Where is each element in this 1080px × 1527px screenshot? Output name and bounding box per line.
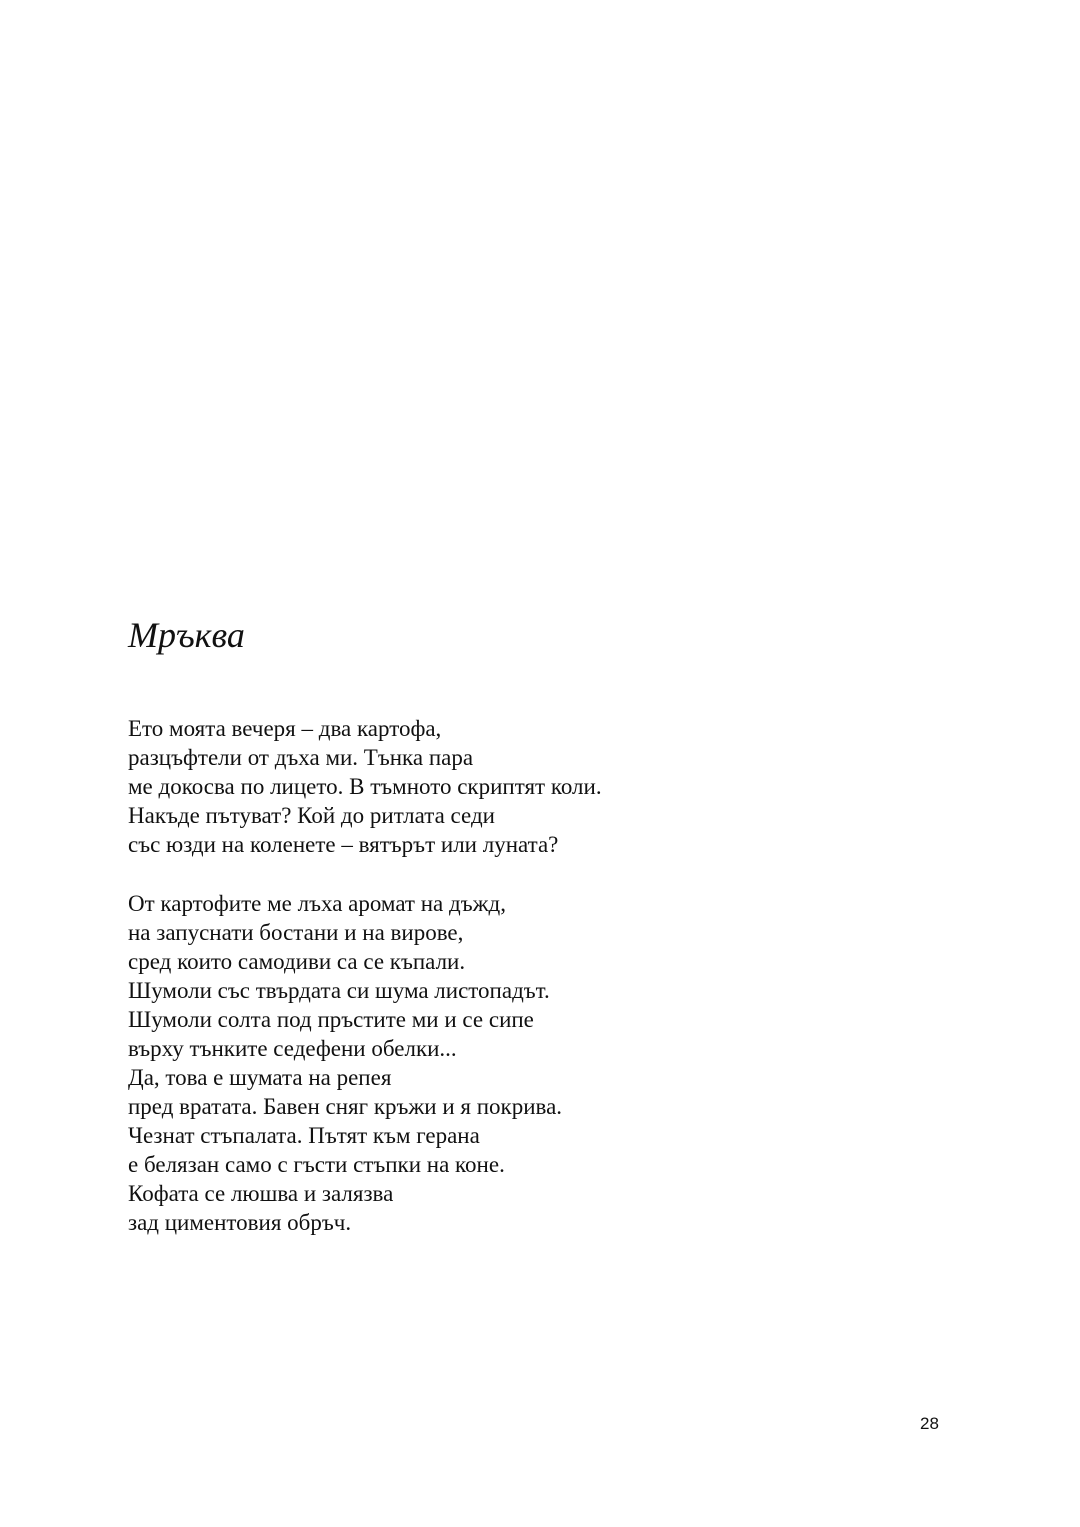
poem-line: Ето моята вечеря – два картофа, <box>128 716 442 741</box>
page-number: 28 <box>920 1414 939 1433</box>
poem-line: Шумоли солта под пръстите ми и се сипе <box>128 1007 534 1032</box>
poem-line: Кофата се люшва и залязва <box>128 1181 394 1206</box>
poem-line: върху тънките седефени обелки... <box>128 1036 457 1061</box>
poem-line: Чезнат стъпалата. Пътят към герана <box>128 1123 480 1148</box>
poem-line: е белязан само с гъсти стъпки на коне. <box>128 1152 505 1177</box>
stanza-1 <box>128 714 602 859</box>
poem-title: Мръква <box>128 615 245 655</box>
poem-line: От картофите ме лъха аромат на дъжд, <box>128 891 506 916</box>
poem-line: ме докосва по лицето. В тъмното скриптят коли. <box>128 774 602 799</box>
poem-line: на запуснати бостани и на вирове, <box>128 920 464 945</box>
stanza-2 <box>128 889 562 1237</box>
poem-line: пред вратата. Бавен сняг кръжи и я покрива. <box>128 1094 563 1119</box>
poem-line: със юзди на коленете – вятърът или луната? <box>128 832 559 857</box>
poem-line: Да, това е шумата на репея <box>128 1065 392 1090</box>
poem-line: разцъфтели от дъха ми. Тънка пара <box>128 745 474 770</box>
poem-line: Шумоли със твърдата си шума листопадът. <box>128 978 550 1003</box>
poem-line: сред които самодиви са се къпали. <box>128 949 466 974</box>
poem-line: Накъде пътуват? Кой до ритлата седи <box>128 803 495 828</box>
poem-line: зад циментовия обръч. <box>128 1210 352 1235</box>
